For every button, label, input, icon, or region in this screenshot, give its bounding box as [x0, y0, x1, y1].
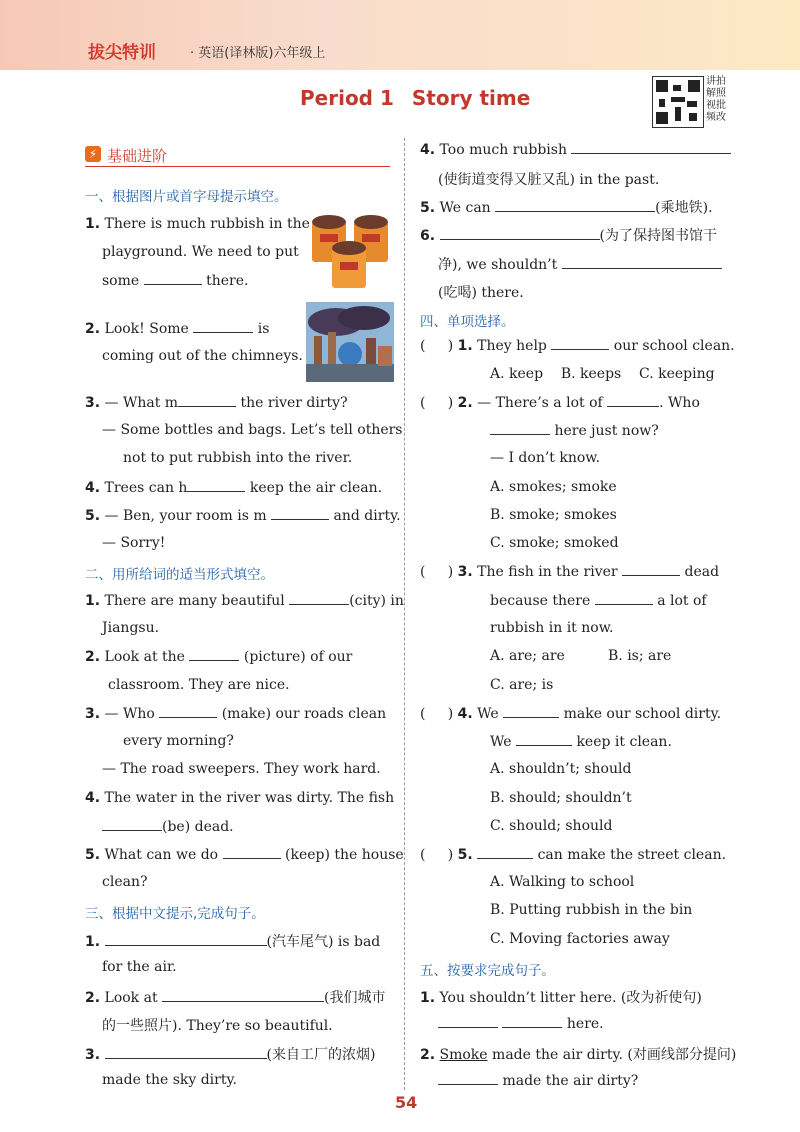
- t3-line-b: made the sky dirty.: [102, 1072, 237, 1088]
- q1-line-b: playground. We need to put: [102, 244, 299, 260]
- m5-option-b: B. Putting rubbish in the bin: [490, 902, 693, 918]
- t5-blank[interactable]: [495, 199, 655, 212]
- m4-option-c: C. should; should: [490, 818, 613, 834]
- section-3-heading: 三、根据中文提示,完成句子。: [85, 906, 265, 922]
- t4-blank[interactable]: [571, 141, 731, 154]
- q3-blank[interactable]: [178, 394, 236, 407]
- r1-blank-b[interactable]: [502, 1015, 562, 1028]
- p3-blank[interactable]: [159, 705, 217, 718]
- r2-line-a: 2. Smoke made the air dirty. (对画线部分提问): [420, 1047, 737, 1063]
- m2-line-c: — I don’t know.: [490, 450, 601, 466]
- p3-line-b: every morning?: [123, 733, 234, 749]
- q5-blank[interactable]: [271, 507, 329, 520]
- m1-line-a: ( ) 1. They help our school clean.: [420, 338, 735, 354]
- t6-line-c: (吃喝) there.: [438, 285, 524, 301]
- m2-line-a: ( ) 2. — There’s a lot of . Who: [420, 395, 700, 411]
- m4-option-a: A. shouldn’t; should: [490, 761, 632, 777]
- m2-line-b: here just now?: [490, 422, 659, 439]
- section-5-heading: 五、按要求完成句子。: [420, 963, 555, 979]
- q2-line-b: coming out of the chimneys.: [102, 348, 303, 364]
- brand-logo: 拔尖特训: [88, 43, 156, 63]
- m3-option-b: B. is; are: [608, 648, 672, 664]
- q4-line: 4. Trees can h keep the air clean.: [85, 480, 383, 496]
- m3-option-c: C. are; is: [490, 677, 554, 693]
- p2-line-b: classroom. They are nice.: [108, 677, 290, 693]
- column-divider: [404, 138, 405, 1090]
- t1-line-b: for the air.: [102, 959, 177, 975]
- m5-blank[interactable]: [477, 846, 533, 859]
- q2-line-a: 2. Look! Some is: [85, 321, 270, 337]
- m5-option-a: A. Walking to school: [490, 874, 635, 890]
- q5-line-b: — Sorry!: [102, 535, 166, 551]
- t6-line-b: 净), we shouldn’t: [438, 254, 722, 274]
- page-title: [300, 86, 530, 110]
- m2-blank-b[interactable]: [490, 422, 550, 435]
- r1-line-b: here.: [438, 1015, 604, 1032]
- t1-blank[interactable]: [105, 933, 267, 946]
- m3-blank-a[interactable]: [622, 563, 680, 576]
- t6-blank-a[interactable]: [440, 227, 600, 240]
- section-2-heading: 二、用所给词的适当形式填空。: [85, 567, 274, 583]
- m3-line-b: because there a lot of: [490, 593, 707, 609]
- m3-line-c: rubbish in it now.: [490, 620, 614, 636]
- m4-line-b: We keep it clean.: [490, 734, 672, 750]
- book-subtitle: · 英语(译林版)六年级上: [190, 46, 326, 61]
- q1-line-a: 1. There is much rubbish in the: [85, 216, 310, 232]
- p5-line-a: 5. What can we do (keep) the house: [85, 847, 404, 863]
- r1-blank-a[interactable]: [438, 1015, 498, 1028]
- t6-blank-b[interactable]: [562, 256, 722, 269]
- t4-line-a: 4. Too much rubbish: [420, 141, 731, 158]
- t5-line: 5. We can (乘地铁).: [420, 200, 713, 216]
- q2-blank[interactable]: [193, 320, 253, 333]
- q4-blank[interactable]: [187, 479, 245, 492]
- t3-blank[interactable]: [105, 1046, 267, 1059]
- bins-image: [310, 212, 392, 292]
- q1-line-c: some there.: [102, 273, 249, 289]
- t1-line-a: 1. (汽车尾气) is bad: [85, 934, 381, 950]
- q3-line-b: — Some bottles and bags. Let’s tell others: [102, 422, 403, 438]
- p4-blank[interactable]: [102, 818, 162, 831]
- t2-line-b: 的一些照片). They’re so beautiful.: [102, 1018, 333, 1034]
- r2-line-b: made the air dirty?: [438, 1072, 638, 1089]
- lightning-icon: ⚡: [85, 146, 101, 162]
- m3-blank-b[interactable]: [595, 592, 653, 605]
- m1-options: A. keep B. keeps C. keeping: [490, 366, 715, 382]
- q1-blank[interactable]: [144, 272, 202, 285]
- t3-line-a: 3. (来自工厂的浓烟): [85, 1047, 376, 1063]
- p1-line-b: Jiangsu.: [102, 620, 160, 636]
- m2-option-a: A. smokes; smoke: [490, 479, 617, 495]
- m4-blank-a[interactable]: [503, 705, 559, 718]
- qr-code[interactable]: [652, 76, 704, 128]
- p3-line-c: — The road sweepers. They work hard.: [102, 761, 381, 777]
- m2-option-c: C. smoke; smoked: [490, 535, 619, 551]
- p1-line-a: 1. There are many beautiful (city) in: [85, 593, 404, 609]
- m2-option-b: B. smoke; smokes: [490, 507, 617, 523]
- m4-line-a: ( ) 4. We make our school dirty.: [420, 706, 722, 722]
- m2-blank-a[interactable]: [607, 394, 659, 407]
- q3-line-a: 3. — What m the river dirty?: [85, 395, 348, 411]
- page-header: [0, 0, 800, 70]
- m4-option-b: B. should; shouldn’t: [490, 790, 632, 806]
- qr-caption: 讲拍解照视批频改: [706, 76, 726, 123]
- r2-blank[interactable]: [438, 1072, 498, 1085]
- t2-blank[interactable]: [162, 989, 324, 1002]
- m3-line-a: ( ) 3. The fish in the river dead: [420, 564, 720, 580]
- p4-line-b: (be) dead.: [102, 818, 234, 835]
- m1-blank[interactable]: [551, 337, 609, 350]
- p3-line-a: 3. — Who (make) our roads clean: [85, 706, 387, 722]
- factory-image: [306, 302, 394, 382]
- q3-line-c: not to put rubbish into the river.: [123, 450, 353, 466]
- period-label: Period 1: [300, 86, 394, 110]
- m3-option-a: A. are; are: [490, 648, 565, 664]
- page-number: 54: [395, 1093, 418, 1112]
- m5-line-a: ( ) 5. can make the street clean.: [420, 847, 727, 863]
- p1-blank[interactable]: [289, 592, 349, 605]
- m4-blank-b[interactable]: [516, 733, 572, 746]
- section-4-heading: 四、单项选择。: [420, 314, 515, 330]
- p4-line-a: 4. The water in the river was dirty. The fish: [85, 790, 395, 806]
- p5-blank[interactable]: [223, 846, 281, 859]
- p2-line-a: 2. Look at the (picture) of our: [85, 649, 353, 665]
- section-1-heading: 一、根据图片或首字母提示填空。: [85, 189, 288, 205]
- t2-line-a: 2. Look at (我们城市: [85, 990, 386, 1006]
- m5-option-c: C. Moving factories away: [490, 931, 670, 947]
- t6-line-a: 6. (为了保持图书馆干: [420, 228, 717, 244]
- p2-blank[interactable]: [189, 648, 239, 661]
- q5-line-a: 5. — Ben, your room is m and dirty.: [85, 508, 401, 524]
- r1-line-a: 1. You shouldn’t litter here. (改为祈使句): [420, 990, 702, 1006]
- p5-line-b: clean?: [102, 874, 148, 890]
- topic-label: Story time: [411, 86, 531, 110]
- t4-line-b: (使街道变得又脏又乱) in the past.: [438, 172, 660, 188]
- section-badge-label: 基础进阶: [107, 147, 168, 165]
